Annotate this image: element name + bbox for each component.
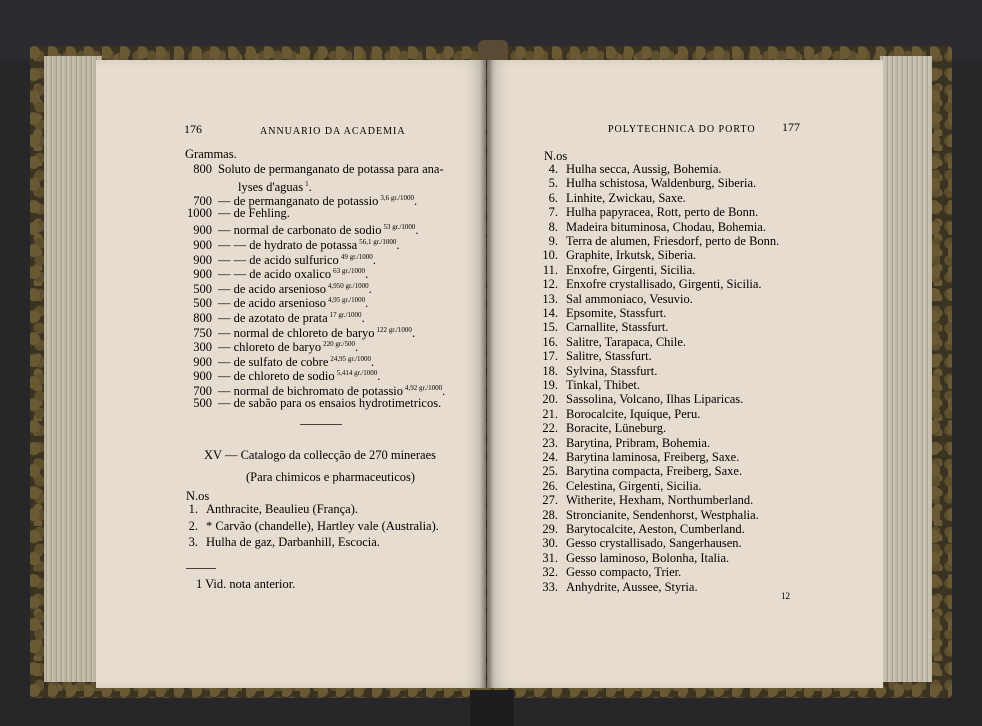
- concentration-superscript: 17 gr./1000: [329, 311, 362, 319]
- reagent-text: — normal de carbonato de sodio: [218, 223, 382, 238]
- reagent-text: — de chloreto de sodio: [218, 369, 335, 384]
- item-text: * Carvão (chandelle), Hartley vale (Australia).: [206, 518, 439, 533]
- mineral-list-item: [536, 162, 722, 176]
- item-text: Madeira bituminosa, Chodau, Bohemia.: [566, 219, 766, 234]
- item-number: 33.: [542, 579, 558, 594]
- item-number: 31.: [542, 550, 558, 565]
- reagent-text: — de sabão para os ensaios hydrotimetricos.: [218, 395, 442, 410]
- item-number: 32.: [542, 565, 558, 580]
- item-text: Gesso laminoso, Bolonha, Italia.: [566, 550, 730, 565]
- item-text: Salitre, Tarapaca, Chile.: [566, 334, 687, 349]
- entry-punctuation: .: [354, 340, 359, 355]
- concentration-superscript: 5,414 gr./1000: [336, 369, 378, 378]
- item-number: 10.: [542, 248, 558, 263]
- entry-punctuation: .: [377, 369, 381, 384]
- mineral-list-item: [536, 176, 756, 190]
- concentration-superscript: 24,95 gr./1000: [330, 354, 372, 363]
- item-text: Epsomite, Stassfurt.: [566, 306, 667, 320]
- item-text: Witherite, Hexham, Northumberland.: [566, 493, 754, 508]
- item-text: Gesso compacto, Trier.: [566, 565, 682, 580]
- item-number: 23.: [542, 435, 558, 450]
- mineral-list-item: [536, 565, 681, 579]
- item-number: 18.: [542, 363, 558, 378]
- item-text: Stroncianite, Sendenhorst, Westphalia.: [566, 507, 759, 522]
- reagent-text: Soluto de permanganato de potassa para ana-: [218, 162, 444, 176]
- reagent-text: — normal de bichromato de potassio: [218, 384, 404, 398]
- mineral-list-item: [536, 277, 762, 291]
- item-number: 16.: [542, 334, 558, 349]
- concentration-superscript: 4,950 gr./1000: [327, 281, 369, 290]
- item-number: 15.: [542, 320, 558, 335]
- mineral-list-item: [536, 421, 666, 435]
- item-text: Sassolina, Volcano, Ilhas Liparicas.: [566, 392, 744, 407]
- item-number: 13.: [542, 291, 558, 306]
- entry-punctuation: .: [368, 281, 372, 296]
- mineral-list-item: [180, 502, 358, 516]
- footnote: 1 Vid. nota anterior.: [196, 577, 296, 591]
- item-text: Linhite, Zwickau, Saxe.: [566, 190, 686, 205]
- reagent-entry: [178, 206, 290, 220]
- mineral-list-item: [536, 522, 745, 536]
- concentration-superscript: 4,95 gr./1000: [327, 296, 366, 305]
- item-text: Barytocalcite, Aeston, Cumberland.: [566, 522, 745, 536]
- reagent-text: — de azotato de prata: [218, 311, 328, 325]
- mineral-list-item: [536, 364, 657, 378]
- entry-punctuation: .: [308, 179, 312, 194]
- reagent-quantity: 300: [193, 340, 212, 355]
- concentration-superscript: 49 gr./1000: [340, 252, 373, 261]
- item-number: 6.: [548, 190, 558, 205]
- reagent-quantity: 900: [193, 267, 212, 282]
- item-number: 29.: [542, 522, 558, 536]
- item-text: Sal ammoniaco, Vesuvio.: [566, 291, 693, 306]
- reagent-text: — de permanganato de potassio: [218, 194, 379, 209]
- entry-punctuation: .: [371, 354, 375, 369]
- item-number: 20.: [542, 392, 558, 407]
- item-number: 2.: [188, 518, 198, 533]
- mineral-list-item: [536, 263, 695, 277]
- entry-punctuation: .: [442, 384, 446, 398]
- mineral-list-item: [536, 349, 652, 363]
- concentration-superscript: 122 gr./1000: [376, 325, 412, 334]
- item-number: 14.: [542, 306, 558, 320]
- mineral-list-item: [536, 306, 666, 320]
- item-number: 17.: [542, 349, 558, 364]
- mineral-list-item: [536, 580, 698, 594]
- reagent-quantity: 800: [193, 162, 212, 176]
- item-number: 28.: [542, 507, 558, 522]
- entry-punctuation: .: [414, 194, 418, 209]
- page-edges-right: [880, 56, 932, 682]
- item-text: Anthracite, Beaulieu (França).: [206, 502, 359, 516]
- gutter-shadow: [480, 60, 494, 688]
- item-text: Salitre, Stassfurt.: [566, 349, 652, 364]
- page-number-right: 177: [782, 120, 800, 134]
- item-text: Boracite, Lüneburg.: [566, 421, 667, 436]
- concentration-superscript: 56,1 gr./1000: [359, 238, 397, 246]
- list-label-right: N.os: [544, 149, 568, 163]
- reagent-quantity: 500: [193, 395, 212, 410]
- reagent-text: — — de hydrato de potassa: [218, 238, 358, 252]
- column-label-grammas: Grammas.: [185, 147, 237, 161]
- item-number: 30.: [542, 536, 558, 551]
- mineral-list-item: [180, 535, 380, 549]
- item-text: Barytina, Pribram, Bohemia.: [566, 435, 711, 450]
- item-number: 7.: [548, 205, 558, 220]
- concentration-superscript: 4,92 gr./1000: [405, 384, 443, 392]
- concentration-superscript: 63 gr./1000: [333, 267, 366, 276]
- footnote-rule: [186, 568, 216, 569]
- item-text: Celestina, Girgenti, Sicilia.: [566, 478, 702, 493]
- mineral-list-item: [536, 378, 640, 392]
- reagent-text: — de Fehling.: [218, 205, 290, 220]
- mineral-list-item: [180, 519, 439, 533]
- section-subtitle: (Para chimicos e pharmaceuticos): [246, 470, 416, 484]
- reagent-quantity: 750: [193, 325, 212, 340]
- entry-punctuation: .: [372, 252, 376, 267]
- item-number: 9.: [548, 234, 558, 248]
- entry-punctuation: .: [415, 223, 419, 238]
- mineral-list-item: [536, 392, 743, 406]
- item-text: Hulha papyracea, Rott, perto de Bonn.: [566, 205, 759, 220]
- entry-punctuation: .: [365, 267, 369, 282]
- reagent-text: — normal de chloreto de baryo: [218, 325, 375, 340]
- concentration-superscript: 53 gr./1000: [383, 223, 416, 232]
- item-text: Hulha secca, Aussig, Bohemia.: [566, 162, 722, 176]
- reagent-entry: [178, 162, 444, 176]
- reagent-quantity: 700: [193, 384, 212, 398]
- reagent-quantity: 500: [193, 281, 212, 296]
- reagent-quantity: 700: [193, 194, 212, 209]
- mineral-list-item: [536, 407, 700, 421]
- reagent-quantity: 900: [193, 354, 212, 369]
- running-head-left: ANNUARIO DA ACADEMIA: [260, 126, 406, 137]
- mineral-list-item: [536, 292, 693, 306]
- reagent-text: lyses d'aguas: [238, 179, 304, 194]
- concentration-superscript: 220 gr./500: [323, 340, 355, 349]
- mineral-list-item: [536, 436, 710, 450]
- signature-mark: 12: [781, 591, 790, 601]
- item-text: Anhydrite, Aussee, Styria.: [566, 579, 698, 594]
- item-text: Graphite, Irkutsk, Siberia.: [566, 248, 697, 263]
- mineral-list-item: [536, 464, 742, 478]
- mineral-list-item: [536, 508, 759, 522]
- mineral-list-item: [536, 248, 696, 262]
- entry-punctuation: .: [411, 325, 416, 340]
- item-number: 22.: [542, 421, 558, 436]
- mineral-list-item: [536, 551, 729, 565]
- reagent-text: — de sulfato de cobre: [218, 354, 329, 369]
- item-text: Barytina laminosa, Freiberg, Saxe.: [566, 450, 740, 464]
- item-number: 3.: [188, 535, 198, 549]
- item-number: 26.: [542, 478, 558, 493]
- item-text: Hulha de gaz, Darbanhill, Escocia.: [206, 535, 380, 549]
- item-text: Tinkal, Thibet.: [566, 378, 640, 392]
- reagent-quantity: 900: [193, 223, 212, 238]
- page-edges-left: [44, 56, 102, 682]
- mineral-list-item: [536, 493, 753, 507]
- item-text: Sylvina, Stassfurt.: [566, 363, 658, 378]
- reagent-quantity: 1000: [187, 205, 212, 220]
- spine-bottom: [470, 690, 514, 726]
- item-text: Gesso crystallisado, Sangerhausen.: [566, 536, 742, 551]
- list-label-left: N.os: [186, 489, 210, 503]
- reagent-quantity: 900: [193, 369, 212, 384]
- page-number-left: 176: [184, 122, 202, 136]
- item-text: Barytina compacta, Freiberg, Saxe.: [566, 464, 743, 479]
- section-divider: [300, 424, 342, 425]
- mineral-list-item: [536, 205, 758, 219]
- reagent-quantity: 900: [193, 252, 212, 267]
- reagent-quantity: 500: [193, 296, 212, 311]
- item-number: 1.: [188, 502, 198, 516]
- concentration-superscript: 3,6 gr./1000: [380, 194, 415, 203]
- reagent-quantity: 800: [193, 311, 212, 325]
- item-number: 25.: [542, 464, 558, 479]
- reagent-text: — chloreto de baryo: [218, 340, 322, 355]
- mineral-list-item: [536, 536, 742, 550]
- entry-punctuation: .: [365, 296, 369, 311]
- item-text: Hulha schistosa, Waldenburg, Siberia.: [566, 176, 757, 191]
- item-text: Terra de alumen, Friesdorf, perto de Bonn.: [566, 234, 780, 248]
- item-number: 4.: [548, 162, 558, 176]
- reagent-text: — — de acido oxalico: [218, 267, 332, 282]
- mineral-list-item: [536, 320, 668, 334]
- item-text: Enxofre crystallisado, Girgenti, Sicilia.: [566, 277, 762, 292]
- item-text: Borocalcite, Iquique, Peru.: [566, 406, 701, 421]
- item-number: 11.: [542, 262, 558, 277]
- reagent-entry: [178, 396, 441, 410]
- item-number: 24.: [542, 450, 558, 464]
- mineral-list-item: [536, 191, 686, 205]
- mineral-list-item: [536, 450, 739, 464]
- mineral-list-item: [536, 234, 779, 248]
- mineral-list-item: [536, 479, 702, 493]
- running-head-right: POLYTECHNICA DO PORTO: [608, 124, 756, 135]
- item-number: 8.: [548, 219, 558, 234]
- reagent-quantity: 900: [193, 238, 212, 252]
- reagent-text: — de acido arsenioso: [218, 296, 326, 311]
- mineral-list-item: [536, 335, 686, 349]
- concentration-superscript: 1: [305, 179, 309, 188]
- item-number: 12.: [542, 277, 558, 292]
- item-number: 5.: [548, 176, 558, 191]
- item-text: Enxofre, Girgenti, Sicilia.: [566, 262, 696, 277]
- item-number: 27.: [542, 493, 558, 508]
- item-number: 19.: [542, 378, 558, 392]
- reagent-text: — — de acido sulfurico: [218, 252, 339, 267]
- reagent-text: — de acido arsenioso: [218, 281, 326, 296]
- section-title: XV — Catalogo da collecção de 270 mineraes: [204, 448, 436, 462]
- item-number: 21.: [542, 406, 558, 421]
- entry-punctuation: .: [361, 311, 365, 325]
- entry-punctuation: .: [396, 238, 400, 252]
- mineral-list-item: [536, 220, 766, 234]
- item-text: Carnallite, Stassfurt.: [566, 320, 669, 335]
